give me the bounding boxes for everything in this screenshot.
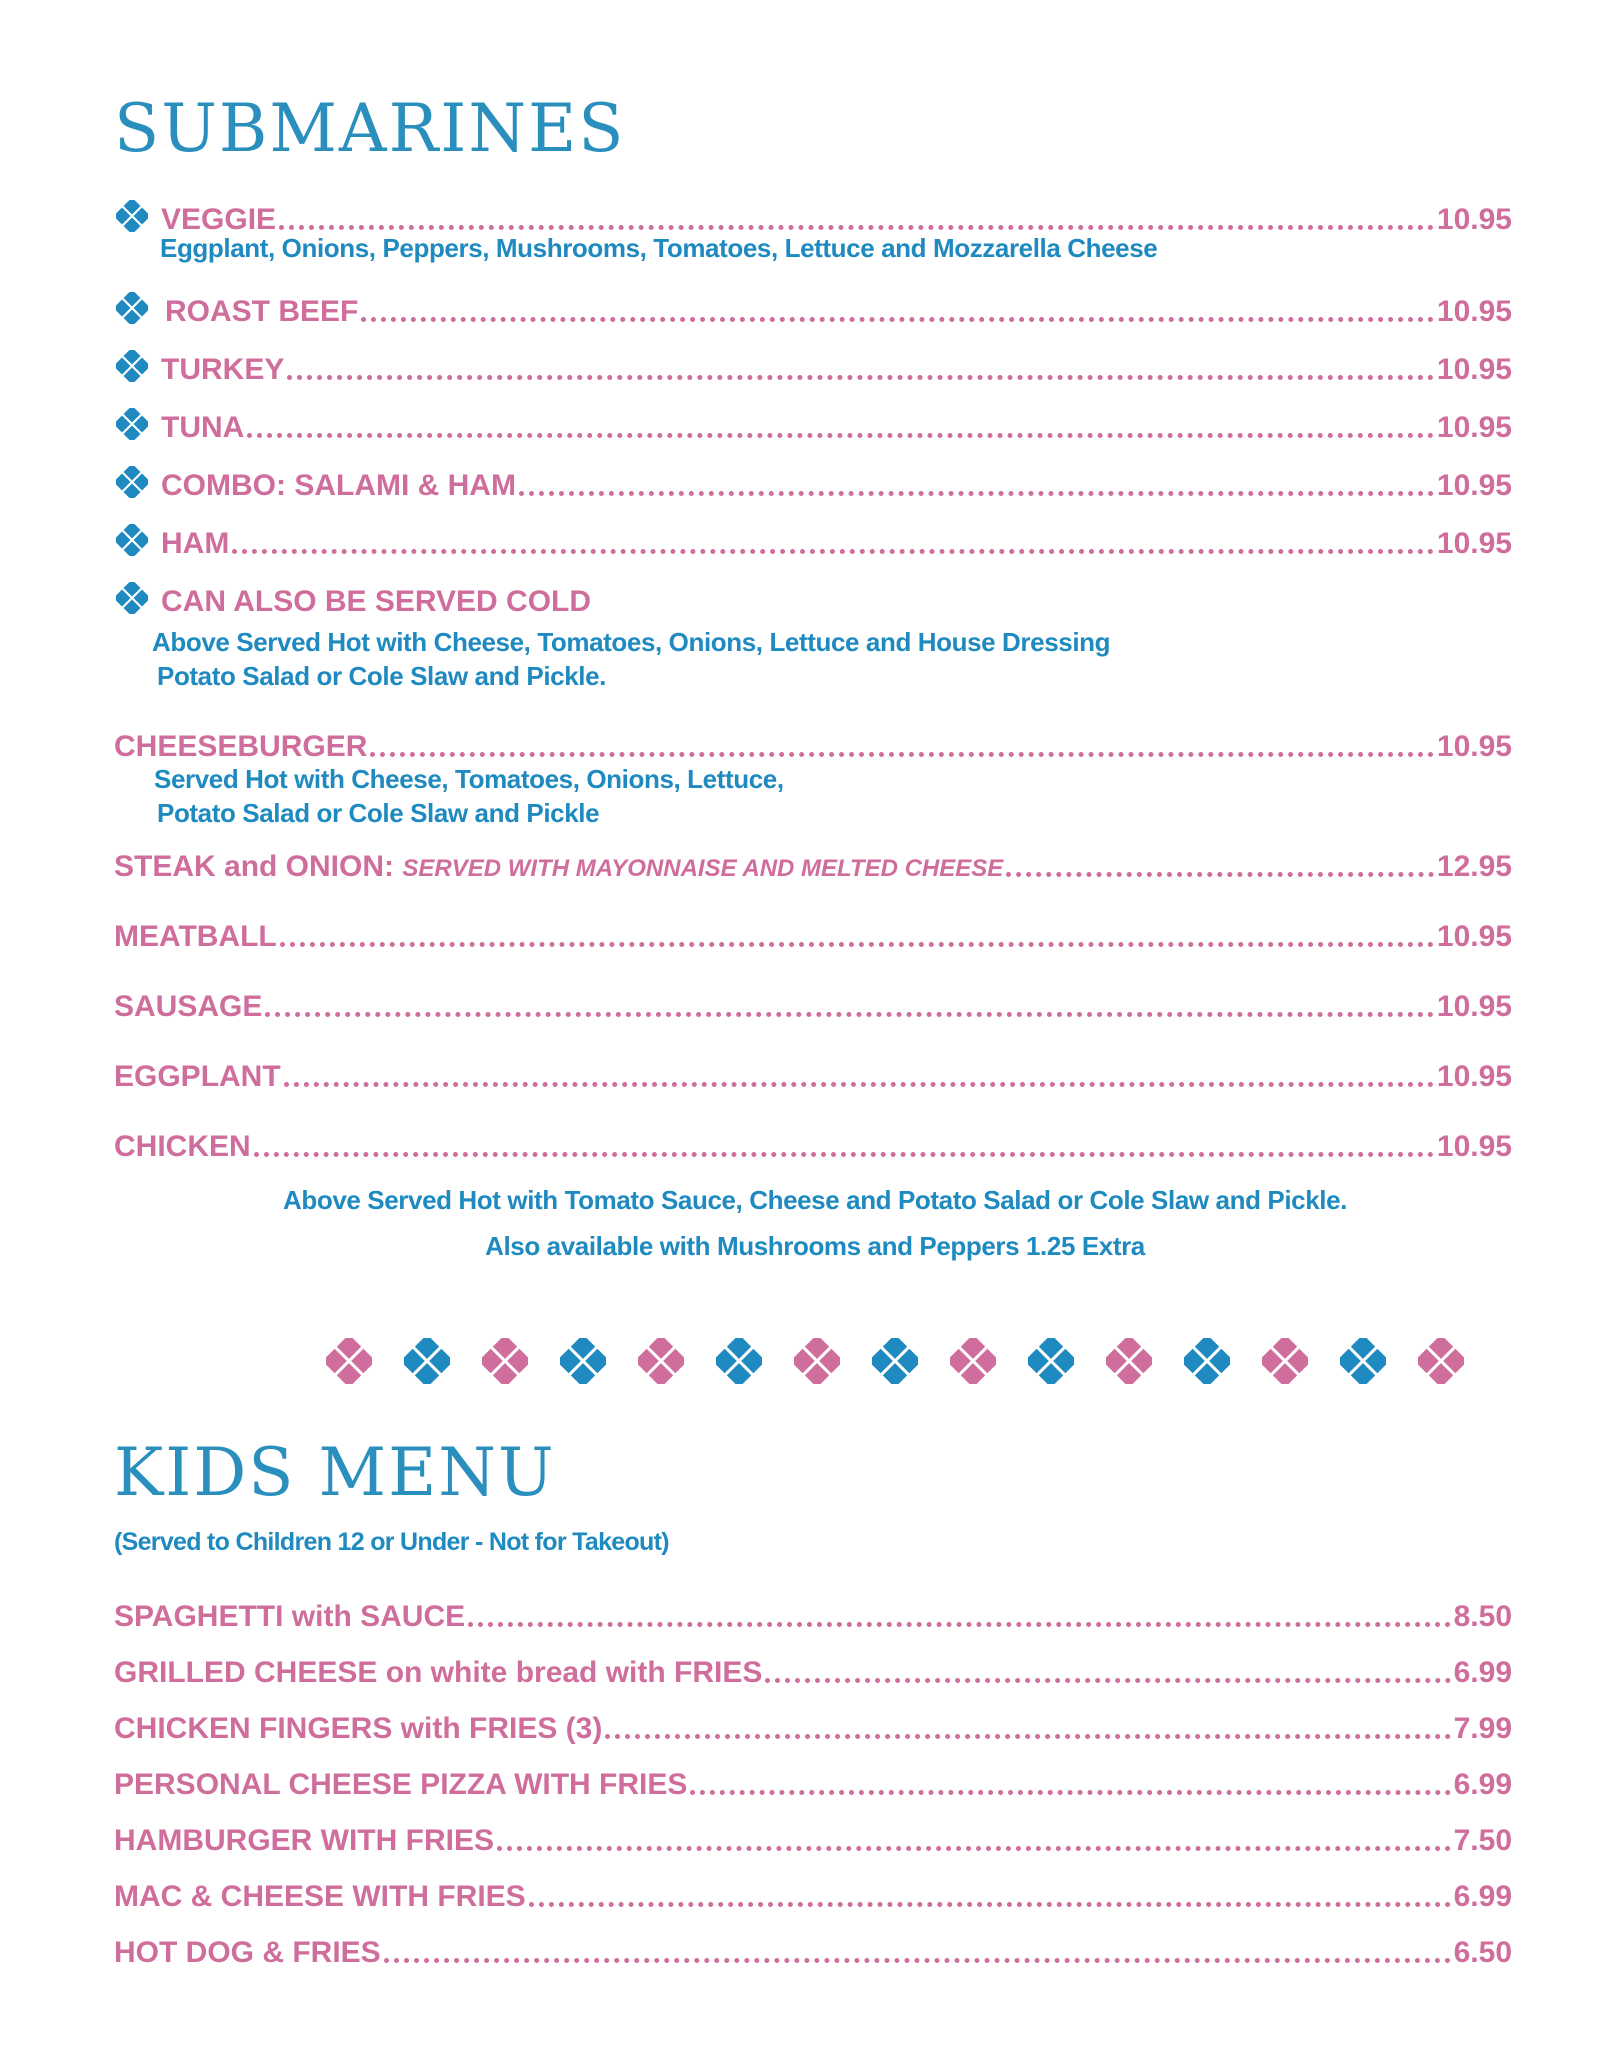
diamond-cluster-icon	[116, 350, 148, 382]
cold-note-line2: Potato Salad or Cole Slaw and Pickle.	[157, 661, 606, 691]
kids-menu-title: KIDS MENU	[114, 1434, 556, 1511]
cold-note-line1: Above Served Hot with Cheese, Tomatoes, Onions, Lettuce and House Dressing	[152, 627, 1111, 657]
menu-item-tuna: TUNA 10.95	[116, 403, 1512, 443]
diamond-cluster-icon	[1262, 1338, 1308, 1384]
diamond-cluster-icon	[116, 200, 148, 232]
menu-item-roast-beef: ROAST BEEF 10.95	[116, 287, 1512, 327]
diamond-cluster-icon	[116, 524, 148, 556]
diamond-cluster-icon	[1028, 1338, 1074, 1384]
menu-item-meatball: MEATBALL 10.95	[114, 920, 1512, 953]
kids-item: HAMBURGER WITH FRIES 7.50	[114, 1824, 1512, 1857]
diamond-cluster-icon	[116, 408, 148, 440]
decorative-divider	[326, 1338, 1464, 1384]
menu-item-veggie: VEGGIE 10.95	[116, 195, 1512, 235]
footer-note-line1: Above Served Hot with Tomato Sauce, Cheese and Potato Salad or Cole Slaw and Pickle.	[283, 1185, 1347, 1215]
cheeseburger-line1: Served Hot with Cheese, Tomatoes, Onions, Lettuce,	[154, 764, 784, 794]
kids-item: CHICKEN FINGERS with FRIES (3) 7.99	[114, 1712, 1512, 1745]
item-description: Eggplant, Onions, Peppers, Mushrooms, Tomatoes, Lettuce and Mozzarella Cheese	[160, 233, 1158, 263]
cheeseburger-line2: Potato Salad or Cole Slaw and Pickle	[157, 798, 600, 828]
menu-item-combo: COMBO: SALAMI & HAM 10.95	[116, 461, 1512, 501]
diamond-cluster-icon	[482, 1338, 528, 1384]
menu-item-ham: HAM 10.95	[116, 519, 1512, 559]
diamond-cluster-icon	[404, 1338, 450, 1384]
menu-item-eggplant: EGGPLANT 10.95	[114, 1060, 1512, 1093]
kids-item: HOT DOG & FRIES 6.50	[114, 1936, 1512, 1969]
submarines-title: SUBMARINES	[114, 90, 626, 167]
diamond-cluster-icon	[116, 466, 148, 498]
menu-item-served-cold: CAN ALSO BE SERVED COLD	[116, 577, 1512, 617]
diamond-cluster-icon	[1106, 1338, 1152, 1384]
menu-item-chicken: CHICKEN 10.95	[114, 1130, 1512, 1163]
footer-note-line2: Also available with Mushrooms and Peppers 1.25 Extra	[485, 1231, 1145, 1261]
diamond-cluster-icon	[1340, 1338, 1386, 1384]
menu-item-turkey: TURKEY 10.95	[116, 345, 1512, 385]
kids-item: SPAGHETTI with SAUCE 8.50	[114, 1600, 1512, 1633]
diamond-cluster-icon	[950, 1338, 996, 1384]
diamond-cluster-icon	[326, 1338, 372, 1384]
diamond-cluster-icon	[1184, 1338, 1230, 1384]
diamond-cluster-icon	[116, 582, 148, 614]
menu-item-cheeseburger: CHEESEBURGER 10.95	[114, 730, 1512, 763]
diamond-cluster-icon	[560, 1338, 606, 1384]
diamond-cluster-icon	[1418, 1338, 1464, 1384]
diamond-cluster-icon	[716, 1338, 762, 1384]
menu-item-sausage: SAUSAGE 10.95	[114, 990, 1512, 1023]
menu-item-steak-onion: STEAK and ONION: SERVED WITH MAYONNAISE AND MELTED CHEESE 12.95	[114, 850, 1512, 883]
kids-item: PERSONAL CHEESE PIZZA WITH FRIES 6.99	[114, 1768, 1512, 1801]
diamond-cluster-icon	[794, 1338, 840, 1384]
kids-menu-subtitle: (Served to Children 12 or Under - Not for Takeout)	[114, 1528, 669, 1556]
kids-item: MAC & CHEESE WITH FRIES 6.99	[114, 1880, 1512, 1913]
kids-item: GRILLED CHEESE on white bread with FRIES 6.99	[114, 1656, 1512, 1689]
diamond-cluster-icon	[638, 1338, 684, 1384]
diamond-cluster-icon	[116, 292, 148, 324]
diamond-cluster-icon	[872, 1338, 918, 1384]
